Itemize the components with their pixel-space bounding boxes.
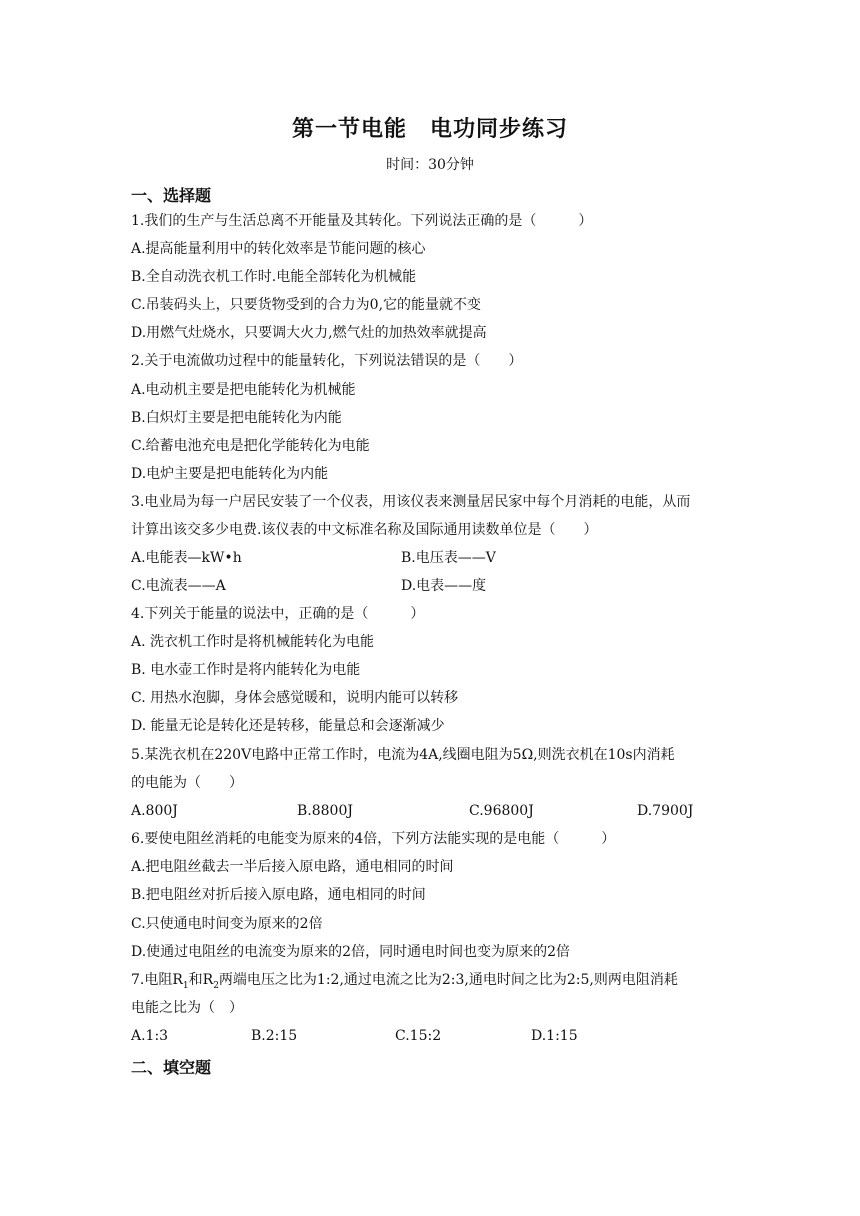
question-7-option-d: D.1:15 [531,1028,578,1044]
question-2-stem: 2.关于电流做功过程中的能量转化，下列说法错误的是（ ） [131,353,523,369]
question-6-option-a: A.把电阻丝截去一半后接入原电路，通电相同的时间 [131,859,454,875]
question-5-option-d: D.7900J [637,803,694,819]
question-3-option-c: C.电流表——A [131,578,226,594]
question-5-option-c: C.96800J [469,803,534,819]
question-4-stem: 4.下列关于能量的说法中，正确的是（ ） [131,606,425,622]
question-5-stem-line-2: 的电能为（ ） [131,775,243,791]
question-1-option-c: C.吊装码头上，只要货物受到的合力为0,它的能量就不变 [131,297,482,313]
question-3-option-b: B.电压表——V [401,550,496,566]
question-2-option-d: D.电炉主要是把电能转化为内能 [131,466,329,482]
q7-stem-pre: 7.电阻R [131,972,183,988]
question-7-stem-line-1 [131,971,678,995]
question-5-stem-line-1: 5.某洗衣机在220V电路中正常工作时，电流为4A,线圈电阻为5Ω,则洗衣机在10s内消耗 [131,747,675,763]
question-6-stem: 6.要使电阻丝消耗的电能变为原来的4倍，下列方法能实现的是电能（ ） [131,831,616,847]
question-7-stem-line-2: 电能之比为（ ） [131,1000,243,1016]
question-3-stem-line-2: 计算出该交多少电费.该仪表的中文标准名称及国际通用读数单位是（ ） [131,522,598,538]
question-1-option-b: B.全自动洗衣机工作时.电能全部转化为机械能 [131,269,417,285]
subscript-2: 2 [213,980,219,991]
time-limit: 时间：30分钟 [386,157,474,173]
question-4-option-d: D. 能量无论是转化还是转移，能量总和会逐渐减少 [131,718,445,734]
question-5-option-b: B.8800J [297,803,353,819]
question-7-option-c: C.15:2 [395,1028,442,1044]
question-2-option-b: B.白炽灯主要是把电能转化为内能 [131,410,342,426]
question-3-option-a: A.电能表—kW•h [131,550,242,566]
question-5-option-a: A.800J [131,803,178,819]
question-6-option-d: D.使通过电阻丝的电流变为原来的2倍，同时通电时间也变为原来的2倍 [131,944,570,960]
question-1-option-d: D.用燃气灶烧水，只要调大火力,燃气灶的加热效率就提高 [131,325,487,341]
question-4-option-a: A. 洗衣机工作时是将机械能转化为电能 [131,634,375,650]
section-heading-fill-blank: 二、填空题 [131,1058,212,1077]
q7-stem-mid: 和R [188,972,214,988]
question-4-option-b: B. 电水壶工作时是将内能转化为电能 [131,662,361,678]
question-1-stem: 1.我们的生产与生活总离不开能量及其转化。下列说法正确的是（ ） [131,213,593,229]
question-2-option-c: C.给蓄电池充电是把化学能转化为电能 [131,438,370,454]
question-1-option-a: A.提高能量利用中的转化效率是节能问题的核心 [131,241,426,257]
question-7-option-b: B.2:15 [251,1028,298,1044]
page-title: 第一节电能 电功同步练习 [291,117,568,142]
question-6-option-c: C.只使通电时间变为原来的2倍 [131,916,323,932]
question-3-option-d: D.电表——度 [401,578,487,594]
question-7-option-a: A.1:3 [131,1028,169,1044]
question-6-option-b: B.把电阻丝对折后接入原电路，通电相同的时间 [131,887,426,903]
subscript-1: 1 [182,980,189,991]
question-2-option-a: A.电动机主要是把电能转化为机械能 [131,382,356,398]
q7-stem-post: 两端电压之比为1:2,通过电流之比为2:3,通电时间之比为2:5,则两电阻消耗 [218,972,678,988]
question-4-option-c: C. 用热水泡脚，身体会感觉暖和，说明内能可以转移 [131,690,459,706]
question-3-stem-line-1: 3.电业局为每一户居民安装了一个仪表，用该仪表来测量居民家中每个月消耗的电能，从而 [131,494,691,510]
section-heading-choice: 一、选择题 [131,186,212,205]
